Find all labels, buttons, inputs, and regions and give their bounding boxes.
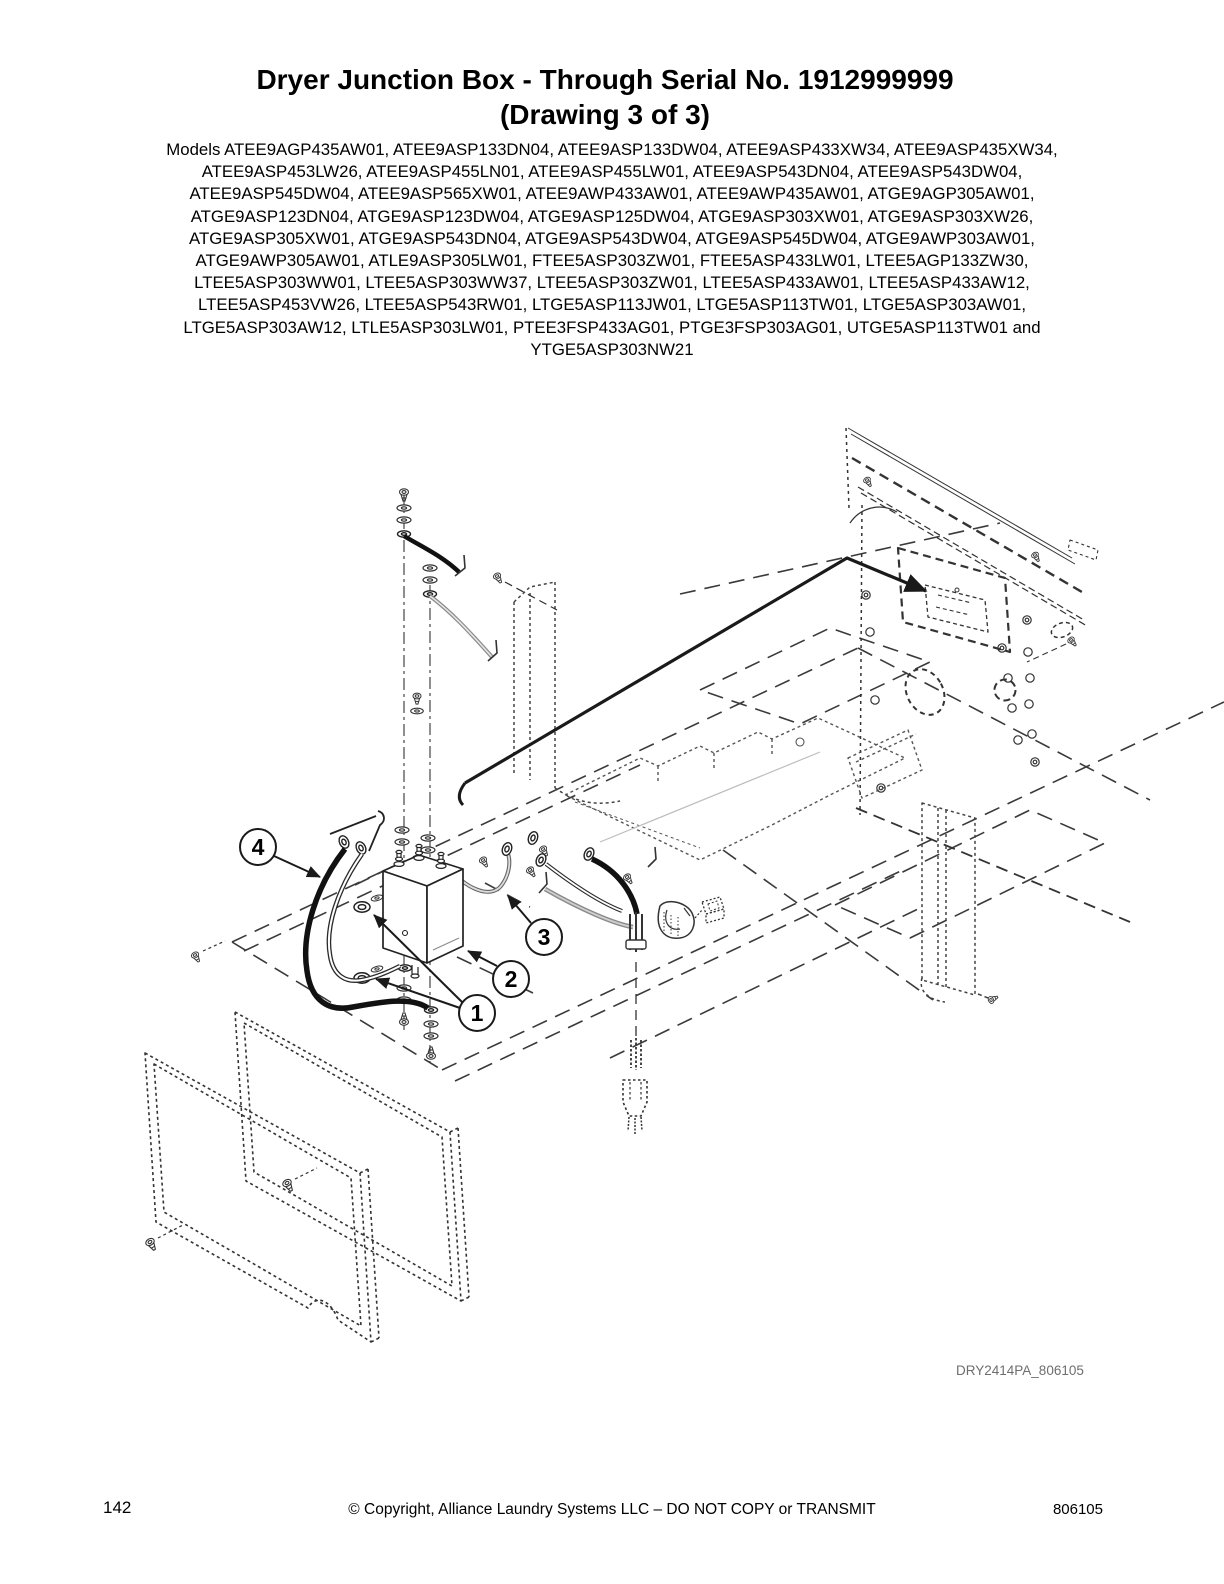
model-list-line: ATGE9ASP123DN04, ATGE9ASP123DW04, ATGE9ASP125DW04, ATGE9ASP303XW01, ATGE9ASP303XW26, [190,206,1034,226]
page-title: Dryer Junction Box - Through Serial No. 1912999999 [256,64,954,95]
model-list-line: ATEE9ASP453LW26, ATEE9ASP455LN01, ATEE9ASP455LW01, ATEE9ASP543DN04, ATEE9ASP543DW04, [201,162,1023,182]
heater-duct [565,718,922,860]
dryer-base-outline [232,523,1224,1081]
model-list [62,139,1162,361]
callout-1 [458,994,496,1032]
copyright-notice: © Copyright, Alliance Laundry Systems LLC – DO NOT COPY or TRANSMIT [348,1501,876,1518]
model-list-line: YTGE5ASP303NW21 [530,339,694,359]
rear-panel [846,428,1130,922]
callout-4 [239,828,277,866]
model-list-line: ATEE9ASP545DW04, ATEE9ASP565XW01, ATEE9AWP433AW01, ATEE9AWP435AW01, ATGE9AGP305AW01, [189,184,1035,204]
model-list-line: ATGE9AWP305AW01, ATLE9ASP305LW01, FTEE5ASP303ZW01, FTEE5ASP433LW01, LTEE5AGP133ZW30, [195,251,1029,271]
mounting-column [514,582,620,803]
exploded-view-diagram [0,390,1224,1390]
model-list-line: LTEE5ASP453VW26, LTEE5ASP543RW01, LTGE5ASP113JW01, LTGE5ASP113TW01, LTGE5ASP303AW01, [198,295,1026,315]
junction-box [383,844,463,978]
model-list-line: LTGE5ASP303AW12, LTLE5ASP303LW01, PTEE3FSP433AG01, PTGE3FSP303AG01, UTGE5ASP113TW01 and [183,317,1041,337]
callout-3 [525,918,563,956]
right-leg [921,803,988,1002]
callout-3-number: 3 [537,923,551,950]
power-cord [623,912,647,1134]
model-list-line: ATGE9ASP305XW01, ATGE9ASP543DN04, ATGE9ASP543DW04, ATGE9ASP545DW04, ATGE9AWP303AW01, [189,228,1035,248]
access-panels [145,941,469,1342]
mounting-hardware [354,489,438,1062]
strain-relief-clamp [658,897,724,938]
page-number: 142 [103,1498,132,1517]
callout-4-number: 4 [251,833,265,860]
model-list-line: Models ATEE9AGP435AW01, ATEE9ASP133DN04, ATEE9ASP133DW04, ATEE9ASP433XW34, ATEE9ASP435XW34, [166,140,1058,159]
callout-1-number: 1 [470,999,484,1026]
document-number: 806105 [1052,1501,1103,1518]
callout-2-number: 2 [504,965,518,992]
drawing-reference: DRY2414PA_806105 [956,1363,1084,1378]
callout-2 [492,960,530,998]
model-list-line: LTEE5ASP303WW01, LTEE5ASP303WW37, LTEE5ASP303ZW01, LTEE5ASP433AW01, LTEE5ASP433AW12, [194,273,1030,293]
panel-holes [862,591,1039,792]
page-subtitle: (Drawing 3 of 3) [499,99,710,130]
